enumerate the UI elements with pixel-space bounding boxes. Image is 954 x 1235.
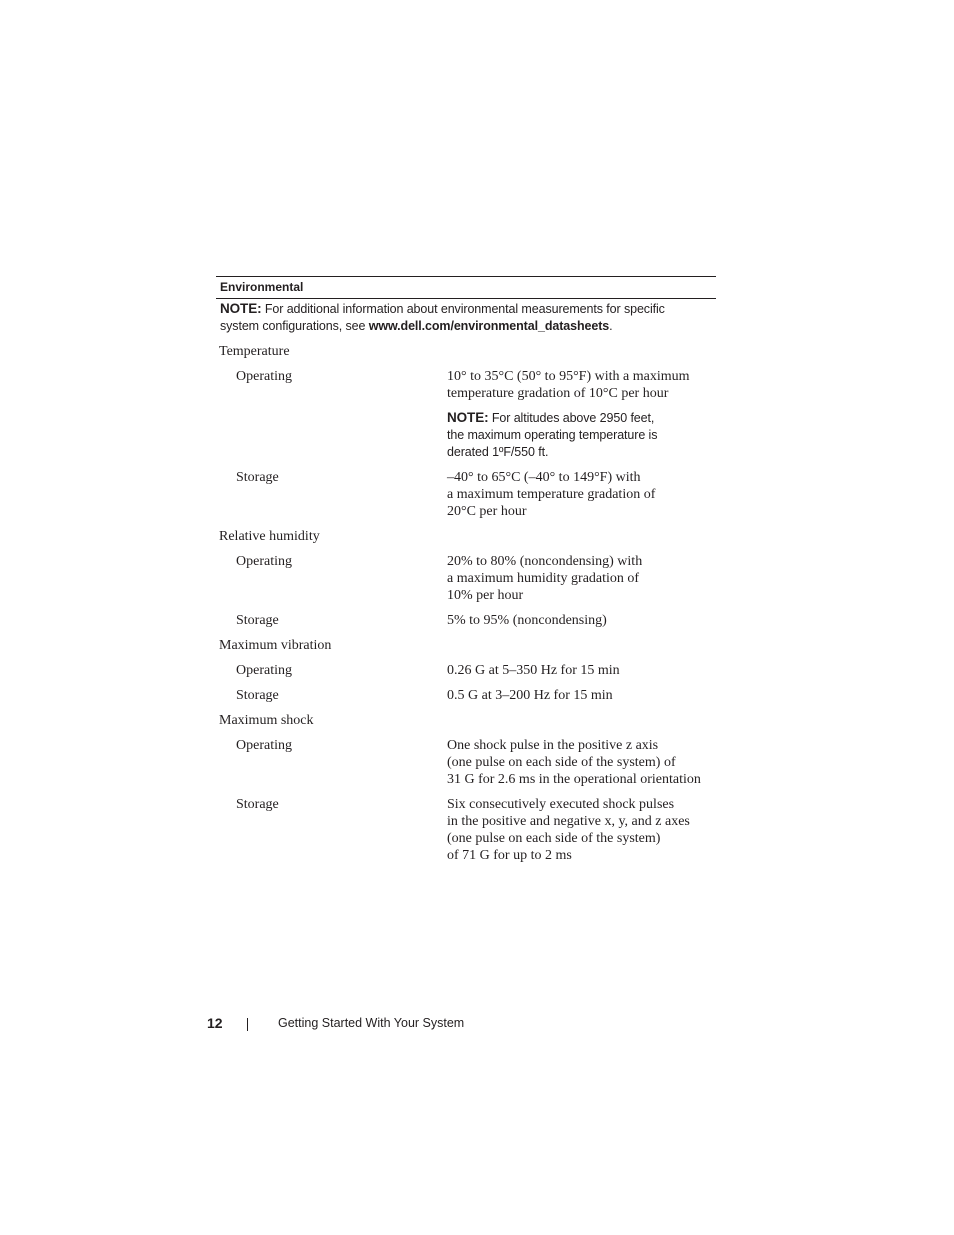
value-line: –40° to 65°C (–40° to 149°F) with	[447, 470, 641, 485]
page-number: 12	[207, 1015, 223, 1031]
row-value	[447, 662, 716, 679]
note-label: NOTE:	[447, 410, 489, 425]
environmental-spec-table	[216, 276, 716, 864]
category-temperature: Temperature	[219, 344, 290, 359]
row-label: Storage	[236, 797, 279, 812]
row-value	[447, 687, 716, 704]
note-label: NOTE:	[220, 301, 262, 316]
note-text-line2: system configurations, see	[220, 319, 369, 333]
table-header: Environmental	[220, 280, 304, 294]
value-line: 0.5 G at 3–200 Hz for 15 min	[447, 688, 613, 703]
value-line: a maximum temperature gradation of	[447, 487, 656, 502]
shock-operating-row	[216, 737, 716, 788]
row-label: Operating	[236, 738, 292, 753]
humidity-storage-row	[216, 612, 716, 629]
temperature-operating-row	[216, 368, 716, 402]
row-label: Operating	[236, 554, 292, 569]
environmental-note	[216, 299, 716, 335]
shock-storage-row	[216, 796, 716, 864]
value-line: in the positive and negative x, y, and z axes	[447, 814, 690, 829]
note-line: the maximum operating temperature is	[447, 428, 658, 442]
row-label: Storage	[236, 470, 279, 485]
value-line: a maximum humidity gradation of	[447, 571, 640, 586]
document-title: Getting Started With Your System	[278, 1016, 465, 1030]
row-value	[447, 368, 716, 402]
row-value	[447, 469, 716, 520]
value-line: Six consecutively executed shock pulses	[447, 797, 675, 812]
note-line: For altitudes above 2950 feet,	[488, 411, 655, 425]
category-relative-humidity: Relative humidity	[219, 529, 320, 544]
row-label: Operating	[236, 663, 292, 678]
value-line: (one pulse on each side of the system)	[447, 831, 661, 846]
value-line: of 71 G for up to 2 ms	[447, 848, 572, 863]
value-line: 0.26 G at 5–350 Hz for 15 min	[447, 663, 620, 678]
value-line: temperature gradation of 10°C per hour	[447, 386, 669, 401]
temperature-storage-row	[216, 469, 716, 520]
humidity-operating-row	[216, 553, 716, 604]
value-line: 10° to 35°C (50° to 95°F) with a maximum	[447, 369, 690, 384]
row-label: Storage	[236, 613, 279, 628]
row-label: Storage	[236, 688, 279, 703]
note-text-line1: For additional information about environmental measurements for specific	[261, 302, 665, 316]
vibration-operating-row	[216, 662, 716, 679]
value-line: 31 G for 2.6 ms in the operational orientation	[447, 772, 701, 787]
altitude-note	[447, 409, 716, 461]
row-value	[447, 796, 716, 864]
value-line: One shock pulse in the positive z axis	[447, 738, 659, 753]
value-line: 20°C per hour	[447, 504, 527, 519]
note-line: derated 1ºF/550 ft.	[447, 445, 549, 459]
page-footer	[0, 1015, 954, 1035]
row-value	[447, 737, 716, 788]
category-maximum-shock: Maximum shock	[219, 713, 314, 728]
row-label: Operating	[236, 369, 292, 384]
footer-separator	[247, 1018, 248, 1031]
row-value	[447, 612, 716, 629]
value-line: 5% to 95% (noncondensing)	[447, 613, 607, 628]
vibration-storage-row	[216, 687, 716, 704]
row-value	[447, 553, 716, 604]
value-line: (one pulse on each side of the system) of	[447, 755, 676, 770]
value-line: 20% to 80% (noncondensing) with	[447, 554, 643, 569]
category-maximum-vibration: Maximum vibration	[219, 638, 332, 653]
value-line: 10% per hour	[447, 588, 524, 603]
datasheets-url: www.dell.com/environmental_datasheets	[368, 319, 610, 333]
note-text-end: .	[609, 319, 613, 333]
